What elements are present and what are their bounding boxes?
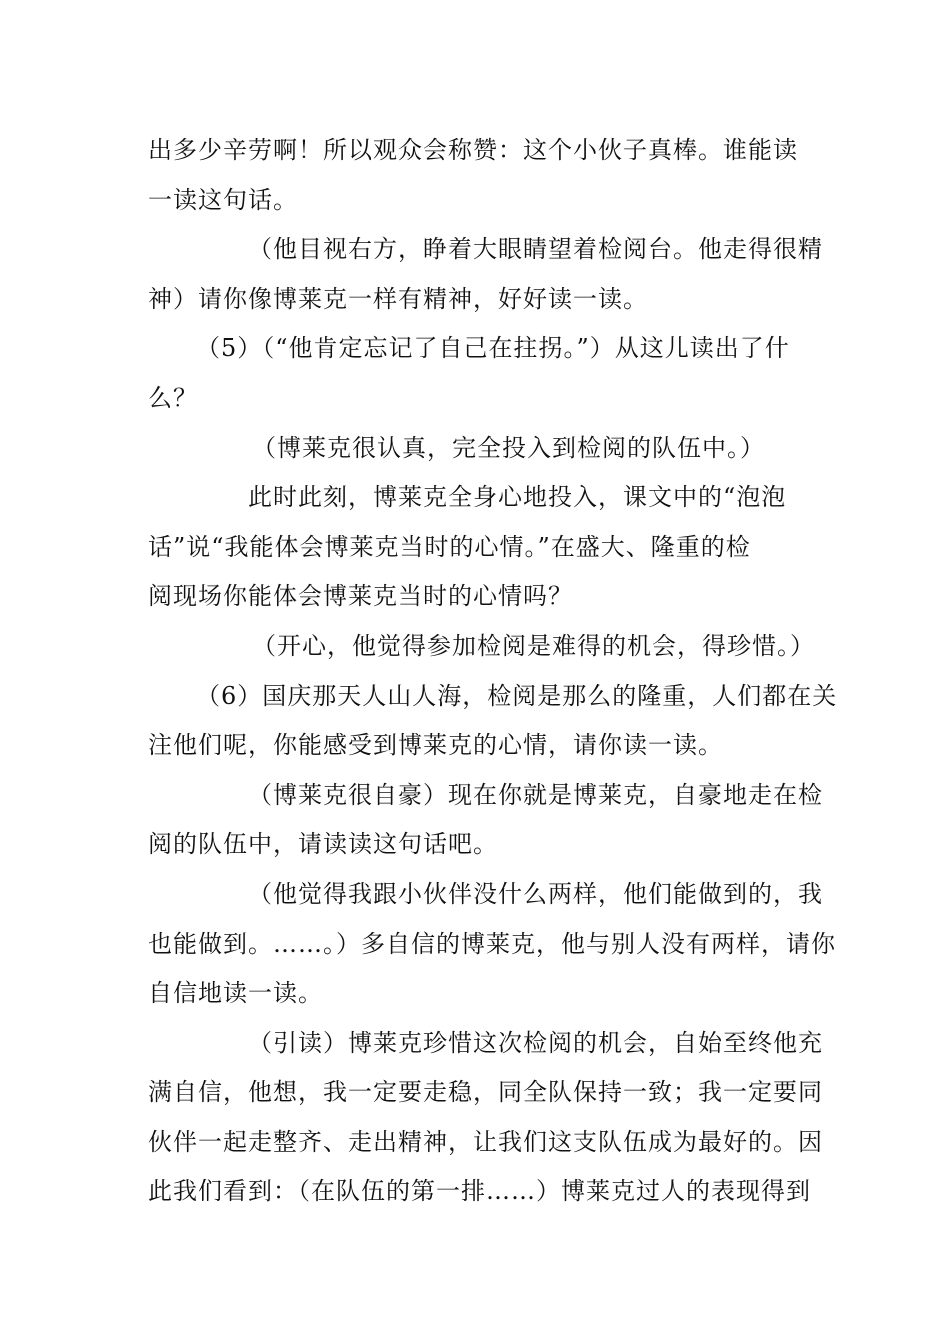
- text-line: （引读）博莱克珍惜这次检阅的机会，自始至终他充: [248, 1028, 823, 1057]
- text-line: 阅现场你能体会博莱克当时的心情吗？: [148, 582, 573, 611]
- text-line: 一读这句话。: [148, 185, 298, 214]
- text-line: 满自信，他想，我一定要走稳，同全队保持一致；我一定要同: [148, 1078, 823, 1107]
- text-line: （博莱克很认真，完全投入到检阅的队伍中。）: [252, 433, 765, 462]
- text-line: （开心，他觉得参加检阅是难得的机会，得珍惜。）: [252, 631, 815, 660]
- text-line: 出多少辛劳啊！所以观众会称赞：这个小伙子真棒。谁能读: [148, 136, 798, 164]
- text-line: 也能做到。……。）多自信的博莱克，他与别人没有两样，请你: [148, 929, 836, 958]
- text-line: 自信地读一读。: [148, 979, 323, 1008]
- text-line: （博莱克很自豪）现在你就是博莱克，自豪地走在检: [248, 780, 823, 809]
- text-line: 么？: [148, 383, 198, 412]
- text-line: （他目视右方，睁着大眼睛望着检阅台。他走得很精: [248, 235, 823, 264]
- text-line: 伙伴一起走整齐、走出精神，让我们这支队伍成为最好的。因: [148, 1127, 823, 1156]
- text-line: （5）（“他肯定忘记了自己在拄拐。”）从这儿读出了什: [196, 334, 790, 363]
- text-line: 阅的队伍中，请读读这句话吧。: [148, 830, 498, 859]
- text-line: 此时此刻，博莱克全身心地投入，课文中的“泡泡: [248, 483, 787, 512]
- text-line: （6）国庆那天人山人海，检阅是那么的隆重，人们都在关: [196, 681, 838, 710]
- document-body: [148, 126, 838, 1217]
- text-line: 此我们看到：（在队伍的第一排……）博莱克过人的表现得到: [148, 1177, 811, 1206]
- text-line: 注他们呢，你能感受到博莱克的心情，请你读一读。: [148, 731, 723, 760]
- text-line: 话”说“我能体会博莱克当时的心情。”在盛大、隆重的检: [148, 532, 751, 561]
- text-line: （他觉得我跟小伙伴没什么两样，他们能做到的，我: [248, 879, 823, 908]
- text-line: 神）请你像博莱克一样有精神，好好读一读。: [148, 284, 648, 313]
